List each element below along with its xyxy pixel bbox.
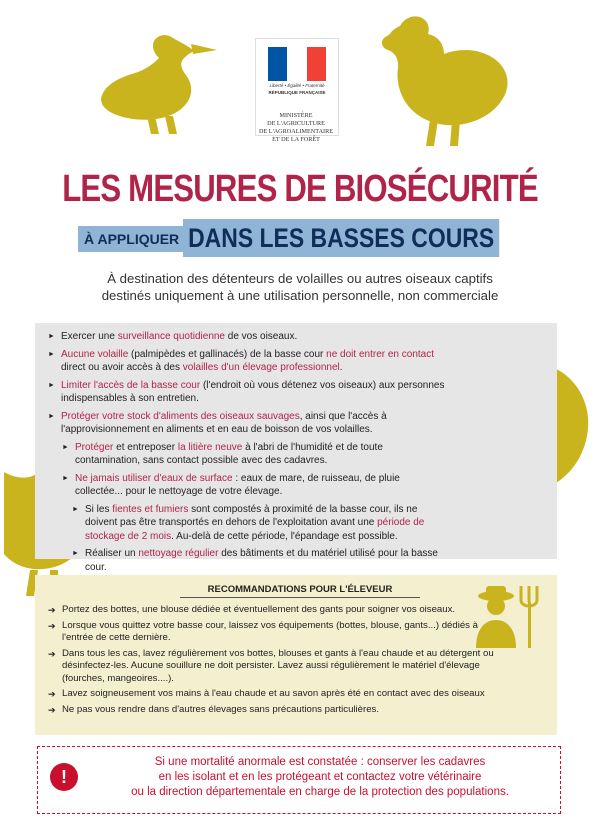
list-item: ► Limiter l'accès de la basse cour (l'endroit où vous détenez vos oiseaux) aux personnes indispensables à son entretien. [48, 379, 445, 404]
arrow-circle-icon: ➔ [48, 648, 56, 659]
arrow-bullet-icon: ► [62, 443, 69, 451]
duck-illustration [95, 30, 225, 140]
measures-list [46, 330, 446, 578]
chicken-illustration-top [370, 8, 520, 153]
subtitle-small: À APPLIQUER [78, 226, 185, 252]
arrow-bullet-icon: ► [48, 350, 55, 358]
subtitle-large: DANS LES BASSES COURS [183, 219, 499, 257]
list-item: ► Exercer une surveillance quotidienne de vos oiseaux. [48, 331, 298, 342]
recommendations-title: RECOMMANDATIONS POUR L'ÉLEVEUR [180, 584, 420, 598]
list-item: ► Ne jamais utiliser d'eaux de surface : eaux de mare, de ruisseau, de pluie collectée... pour le nettoyage de votre élevage. [62, 472, 400, 497]
arrow-bullet-icon: ► [48, 381, 55, 389]
arrow-circle-icon: ➔ [48, 620, 56, 631]
list-item: ➔ Portez des bottes, une blouse dédiée et éventuellement des gants pour soigner vos oiseaux. [48, 604, 456, 615]
intro-text: À destination des détenteurs de volailles ou autres oiseaux captifs destinés uniquement à une utilisation personnelle, non commerciale [101, 271, 499, 303]
arrow-bullet-icon: ► [48, 412, 55, 420]
list-item: ► Protéger votre stock d'aliments des oiseaux sauvages, ainsi que l'accès à l'approvisionnement en aliments et en eau de boisson de vos volailles. [48, 410, 387, 435]
arrow-circle-icon: ➔ [48, 704, 56, 715]
ministry-name: MINISTÈRE DE L'AGRICULTURE DE L'AGROALIMENTAIRE ET DE LA FORÊT [259, 112, 333, 143]
recommendations-list [46, 604, 506, 719]
arrow-circle-icon: ➔ [48, 605, 56, 615]
logo-republic: RÉPUBLIQUE FRANÇAISE [268, 90, 326, 95]
logo-motto: Liberté • Égalité • Fraternité [269, 83, 325, 88]
list-item: ► Aucune volaille (palmipèdes et gallinacés) de la basse cour ne doit entrer en contact direct ou avoir accès à des volailles d'un élevage professionnel. [48, 348, 435, 373]
page-title: LES MESURES DE BIOSÉCURITÉ [62, 168, 538, 210]
alert-text: Si une mortalité anormale est constatée : conserver les cadavres en les isolant et en les protégeant et contactez votre vétérinaire ou la direction départementale en charge de la protection des populations. [131, 756, 509, 798]
arrow-circle-icon: ➔ [48, 689, 56, 699]
list-item: ► Protéger et entreposer la litière neuve à l'abri de l'humidité et de toute contamination, sans contact possible avec des cadavres. [62, 441, 383, 466]
warning-icon: ! [50, 763, 78, 791]
list-item: ➔ Lavez soigneusement vos mains à l'eau chaude et au savon après été en contact avec des oiseaux [48, 688, 485, 699]
list-item: ► Si les fientes et fumiers sont compostés à proximité de la basse cour, ils ne doivent pas être transportés en dehors de l'exploitation avant une période de stockage de 2 mois. Au-delà de cette période, l'épandage est possible. [72, 503, 425, 542]
list-item: ➔ Ne pas vous rendre dans d'autres élevages sans précautions particulières. [48, 703, 380, 715]
arrow-bullet-icon: ► [72, 505, 79, 513]
list-item: ➔ Dans tous les cas, lavez régulièrement vos bottes, blouses et gants à l'eau chaude et au détergent ou désinfectez-les. Aucune souillure ne doit persister. Lavez aussi régulièrement le matériel d'élevage (fourches, mangeoires....). [48, 647, 494, 684]
list-item: ► Réaliser un nettoyage régulier des bâtiments et du matériel utilisé pour la basse cour. [72, 548, 438, 573]
arrow-bullet-icon: ► [72, 550, 79, 557]
flag-icon [268, 47, 326, 81]
list-item: ➔ Lorsque vous quittez votre basse cour, laissez vos équipements (bottes, blouse, gants...) dédiés à l'entrée de cette dernière. [48, 619, 478, 643]
arrow-bullet-icon: ► [62, 474, 69, 482]
arrow-bullet-icon: ► [48, 333, 55, 340]
